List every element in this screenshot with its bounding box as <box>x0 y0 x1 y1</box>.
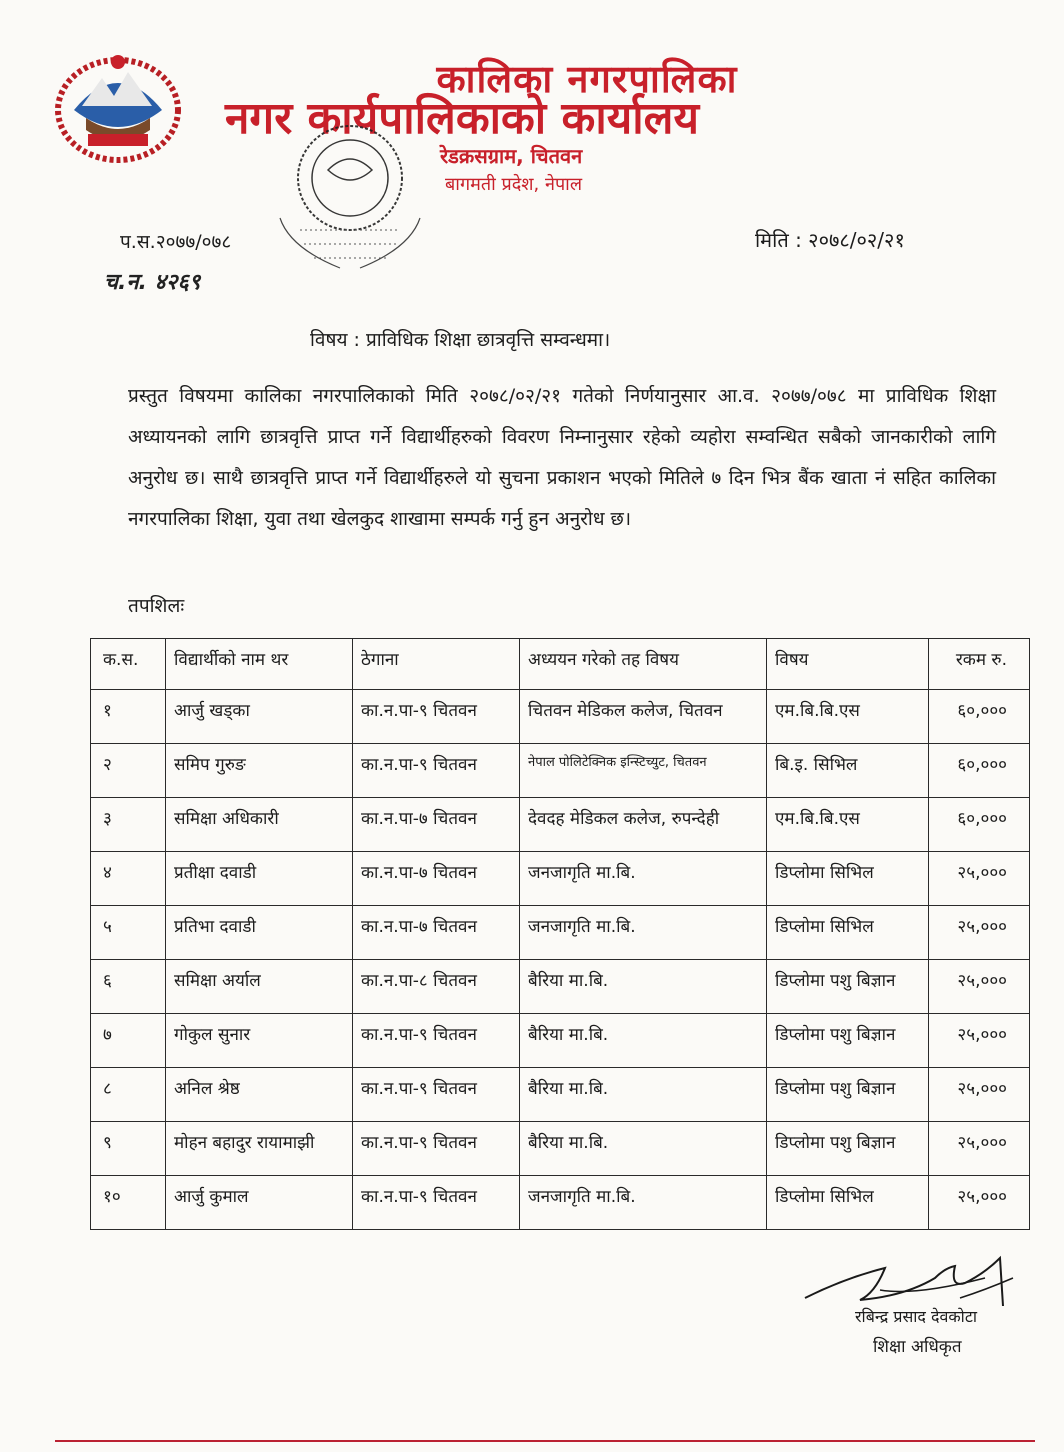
table-row <box>91 1068 1030 1122</box>
study-level-cell: बैरिया मा.बि. <box>520 1122 767 1176</box>
subject-cell: एम.बि.बि.एस <box>767 798 929 852</box>
address-cell: का.न.पा-९ चितवन <box>353 1068 520 1122</box>
table-row <box>91 1176 1030 1230</box>
student-name-cell: अनिल श्रेष्ठ <box>166 1068 353 1122</box>
study-level-cell: नेपाल पोलिटेक्निक इन्स्टिच्युट, चितवन <box>520 744 767 798</box>
official-stamp-icon <box>270 108 430 288</box>
subject-cell: एम.बि.बि.एस <box>767 690 929 744</box>
header-student-name: विद्यार्थीको नाम थर <box>166 639 353 690</box>
subject-cell: डिप्लोमा पशु बिज्ञान <box>767 1068 929 1122</box>
serial-cell: १ <box>91 690 166 744</box>
subject-cell: डिप्लोमा सिभिल <box>767 906 929 960</box>
address-cell: का.न.पा-७ चितवन <box>353 798 520 852</box>
serial-cell: ६ <box>91 960 166 1014</box>
address-cell: का.न.पा-९ चितवन <box>353 690 520 744</box>
header-address: ठेगाना <box>353 639 520 690</box>
table-row <box>91 906 1030 960</box>
serial-cell: ८ <box>91 1068 166 1122</box>
header-amount: रकम रु. <box>929 639 1030 690</box>
header-study-level: अध्ययन गरेको तह विषय <box>520 639 767 690</box>
table-row <box>91 690 1030 744</box>
study-level-cell: जनजागृति मा.बि. <box>520 906 767 960</box>
subject-cell: डिप्लोमा पशु बिज्ञान <box>767 1014 929 1068</box>
amount-cell: ६०,००० <box>929 744 1030 798</box>
subject-cell: डिप्लोमा पशु बिज्ञान <box>767 960 929 1014</box>
header-subject: विषय <box>767 639 929 690</box>
serial-cell: ५ <box>91 906 166 960</box>
student-name-cell: समिक्षा अधिकारी <box>166 798 353 852</box>
table-header-row <box>91 639 1030 690</box>
amount-cell: २५,००० <box>929 906 1030 960</box>
address-cell: का.न.पा-९ चितवन <box>353 1014 520 1068</box>
amount-cell: २५,००० <box>929 960 1030 1014</box>
address-cell: का.न.पा-७ चितवन <box>353 852 520 906</box>
scholarship-table <box>90 638 1030 1230</box>
footer-divider <box>55 1440 1035 1442</box>
serial-cell: २ <box>91 744 166 798</box>
study-level-cell: बैरिया मा.बि. <box>520 1068 767 1122</box>
serial-cell: ७ <box>91 1014 166 1068</box>
subject-cell: डिप्लोमा सिभिल <box>767 852 929 906</box>
amount-cell: २५,००० <box>929 852 1030 906</box>
serial-cell: ३ <box>91 798 166 852</box>
study-level-cell: बैरिया मा.बि. <box>520 960 767 1014</box>
address-line1: रेडक्रसग्राम, चितवन <box>440 144 583 168</box>
amount-cell: ६०,००० <box>929 798 1030 852</box>
student-name-cell: समिक्षा अर्याल <box>166 960 353 1014</box>
subject-cell: डिप्लोमा पशु बिज्ञान <box>767 1122 929 1176</box>
table-row <box>91 1014 1030 1068</box>
signatory-title: शिक्षा अधिकृत <box>873 1337 962 1357</box>
study-level-cell: देवदह मेडिकल कलेज, रुपन्देही <box>520 798 767 852</box>
table-row <box>91 798 1030 852</box>
table-row <box>91 960 1030 1014</box>
amount-cell: २५,००० <box>929 1068 1030 1122</box>
address-cell: का.न.पा-७ चितवन <box>353 906 520 960</box>
student-name-cell: मोहन बहादुर रायामाझी <box>166 1122 353 1176</box>
study-level-cell: बैरिया मा.बि. <box>520 1014 767 1068</box>
amount-cell: २५,००० <box>929 1014 1030 1068</box>
address-cell: का.न.पा-९ चितवन <box>353 744 520 798</box>
amount-cell: २५,००० <box>929 1176 1030 1230</box>
study-level-cell: जनजागृति मा.बि. <box>520 852 767 906</box>
amount-cell: ६०,००० <box>929 690 1030 744</box>
serial-cell: १० <box>91 1176 166 1230</box>
student-name-cell: समिप गुरुङ <box>166 744 353 798</box>
address-cell: का.न.पा-९ चितवन <box>353 1122 520 1176</box>
study-level-cell: चितवन मेडिकल कलेज, चितवन <box>520 690 767 744</box>
address-cell: का.न.पा-८ चितवन <box>353 960 520 1014</box>
letter-date: मिति : २०७८/०२/२१ <box>755 228 905 252</box>
letter-subject: विषय : प्राविधिक शिक्षा छात्रवृत्ति सम्वन्धमा। <box>310 329 611 351</box>
address-cell: का.न.पा-९ चितवन <box>353 1176 520 1230</box>
serial-cell: ९ <box>91 1122 166 1176</box>
study-level-cell: जनजागृति मा.बि. <box>520 1176 767 1230</box>
address-line2: बागमती प्रदेश, नेपाल <box>445 174 583 195</box>
header-serial: क.स. <box>91 639 166 690</box>
org-name-line2: नगर कार्यपालिकाको कार्यालय <box>225 93 699 144</box>
amount-cell: २५,००० <box>929 1122 1030 1176</box>
table-row <box>91 1122 1030 1176</box>
letter-body: प्रस्तुत विषयमा कालिका नगरपालिकाको मिति २०७८/०२/२१ गतेको निर्णयानुसार आ.व. २०७७/०७८ मा प्राविधिक शिक्षा अध्यायनको लागि छात्रवृत्ति प्राप्त गर्ने विद्यार्थीहरुको विवरण निम्नानुसार रहेको व्यहोरा सम्वन्धित सबैको जानकारीको लागि अनुरोध छ। साथै छात्रवृत्ति प्राप्त गर्ने विद्यार्थीहरुले यो सुचना प्रकाशन भएको मितिले ७ दिन भित्र बैंक खाता नं सहित कालिका नगरपालिका शिक्षा, युवा तथा खेलकुद शाखामा सम्पर्क गर्नु हुन अनुरोध छ। <box>128 385 996 530</box>
subject-cell: बि.इ. सिभिल <box>767 744 929 798</box>
subject-cell: डिप्लोमा सिभिल <box>767 1176 929 1230</box>
student-name-cell: प्रतीक्षा दवाडी <box>166 852 353 906</box>
dispatch-number: च.न. ४२६९ <box>104 270 201 295</box>
signatory-name: रबिन्द्र प्रसाद देवकोटा <box>855 1307 978 1326</box>
student-name-cell: प्रतिभा दवाडी <box>166 906 353 960</box>
table-row <box>91 852 1030 906</box>
student-name-cell: आर्जु कुमाल <box>166 1176 353 1230</box>
table-row <box>91 744 1030 798</box>
org-name-line1: कालिका नगरपालिका <box>436 57 738 101</box>
list-heading: तपशिलः <box>128 595 185 617</box>
serial-cell: ४ <box>91 852 166 906</box>
student-name-cell: आर्जु खड्का <box>166 690 353 744</box>
reference-number: प.स.२०७७/०७८ <box>120 231 232 253</box>
student-name-cell: गोकुल सुनार <box>166 1014 353 1068</box>
